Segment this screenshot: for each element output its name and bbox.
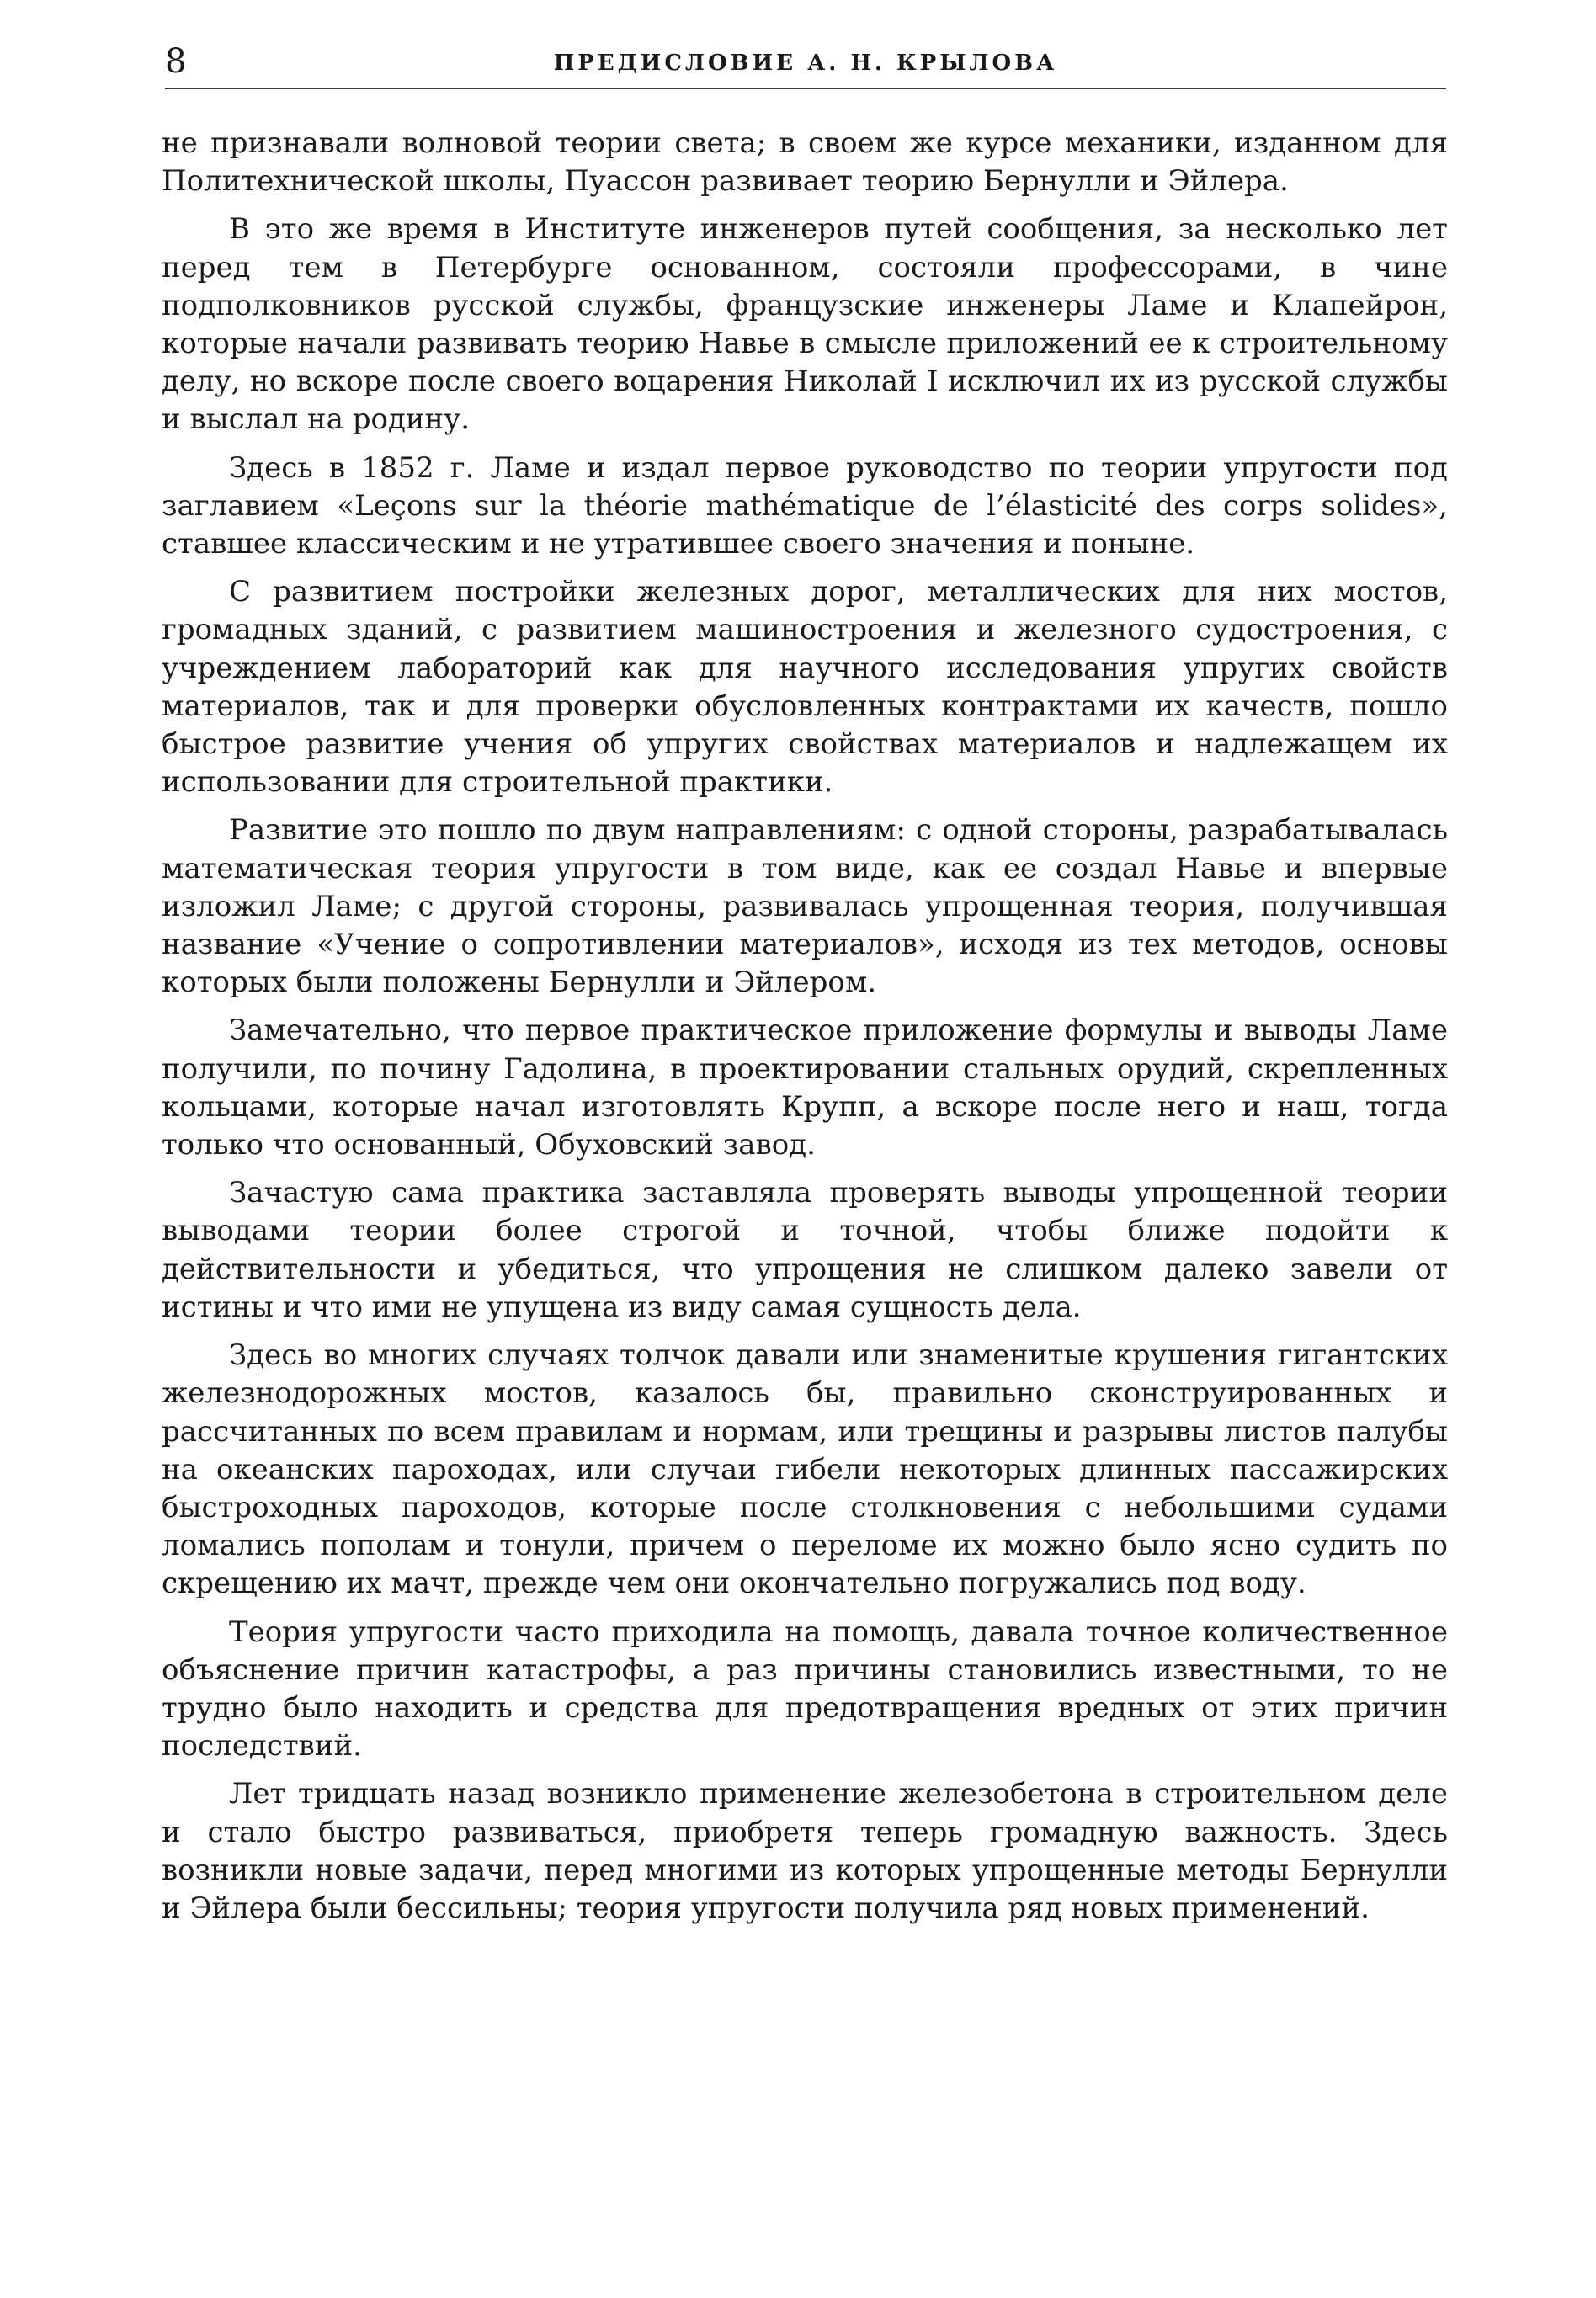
paragraph-disasters: Здесь во многих случаях толчок давали или знаменитые крушения гигантских железнодорожных мостов, казалось бы, правильно сконструированных и рассчитанных по всем правилам и нормам, или трещины и разрывы листов палубы на океанских пароходах, или случаи гибели некоторых длинных пассажирских быстроходных пароходов, которые после столкновения с небольшими судами ломались пополам и тонули, причем о переломе их можно было ясно судить по скрещению их мачт, прежде чем они окончательно погружались под воду. (162, 1338, 1448, 1601)
paragraph-gadolin: Замечательно, что первое практическое приложение формулы и выводы Ламе получили, по почину Гадолина, в проектировании стальных орудий, скрепленных кольцами, которые начал изготовлять Крупп, а вскоре после него и наш, тогда только что основанный, Обуховский завод. (162, 1013, 1448, 1162)
paragraph-reinforced-concrete: Лет тридцать назад возникло применение железобетона в строительном деле и стало быстро развиваться, приобретя теперь громадную важность. Здесь возникли новые задачи, перед многими из которых упрощенные методы Бернулли и Эйлера были бессильны; теория упругости получила ряд новых применений. (162, 1777, 1448, 1925)
paragraph-two-directions: Развитие это пошло по двум направлениям: с одной стороны, разрабатывалась математическая теория упругости в том виде, как ее создал Навье и впервые изложил Ламе; с другой стороны, развивалась упрощенная теория, получившая название «Учение о сопротивлении материалов», исходя из тех методов, основы которых были положены Бернулли и Эйлером. (162, 813, 1448, 1000)
page-number: 8 (165, 42, 187, 81)
paragraph-elasticity-help: Теория упругости часто приходила на помощь, давала точное количественное объяснение причин катастрофы, а раз причины становились известными, то не трудно было находить и средства для предотвращения вредных от этих причин последствий. (162, 1614, 1448, 1763)
paragraph-institute: В это же время в Институте инженеров путей сообщения, за несколько лет перед тем в Петербурге основанном, состояли профессорами, в чине подполковников русской службы, французские инженеры Ламе и Клапейрон, которые начали развивать теорию Навье в смысле приложений ее к строительному делу, но вскоре после своего воцарения Николай I исключил их из русской службы и выслал на родину. (162, 212, 1448, 437)
paragraph-practice: Зачастую сама практика заставляла проверять выводы упрощенной теории выводами теории более строгой и точной, чтобы ближе подойти к действительности и убедиться, что упрощения не слишком далеко завели от истины и что ими не упущена из виду самая сущность дела. (162, 1176, 1448, 1324)
page-header (165, 40, 1446, 82)
body-text (162, 125, 1448, 1928)
paragraph-lame-1852: Здесь в 1852 г. Ламе и издал первое руководство по теории упругости под заглавием «Leçons sur la théorie mathématique de l’élasticité des corps solides», ставшее классическим и не утратившее своего значения и поныне. (162, 450, 1448, 561)
paragraph-continuation: не признавали волновой теории света; в своем же курсе механики, изданном для Политехнической школы, Пуассон развивает теорию Бернулли и Эйлера. (162, 126, 1448, 199)
running-title: ПРЕДИСЛОВИЕ А. Н. КРЫЛОВА (553, 51, 1058, 76)
paragraph-railways: С развитием постройки железных дорог, металлических для них мостов, громадных зданий, с развитием машиностроения и железного судостроения, с учреждением лабораторий как для научного исследования упругих свойств материалов, так и для проверки обусловленных контрактами их качеств, пошло быстрое развитие учения об упругих свойствах материалов и надлежащем их использовании для строительной практики. (162, 575, 1448, 800)
header-rule (165, 88, 1446, 89)
